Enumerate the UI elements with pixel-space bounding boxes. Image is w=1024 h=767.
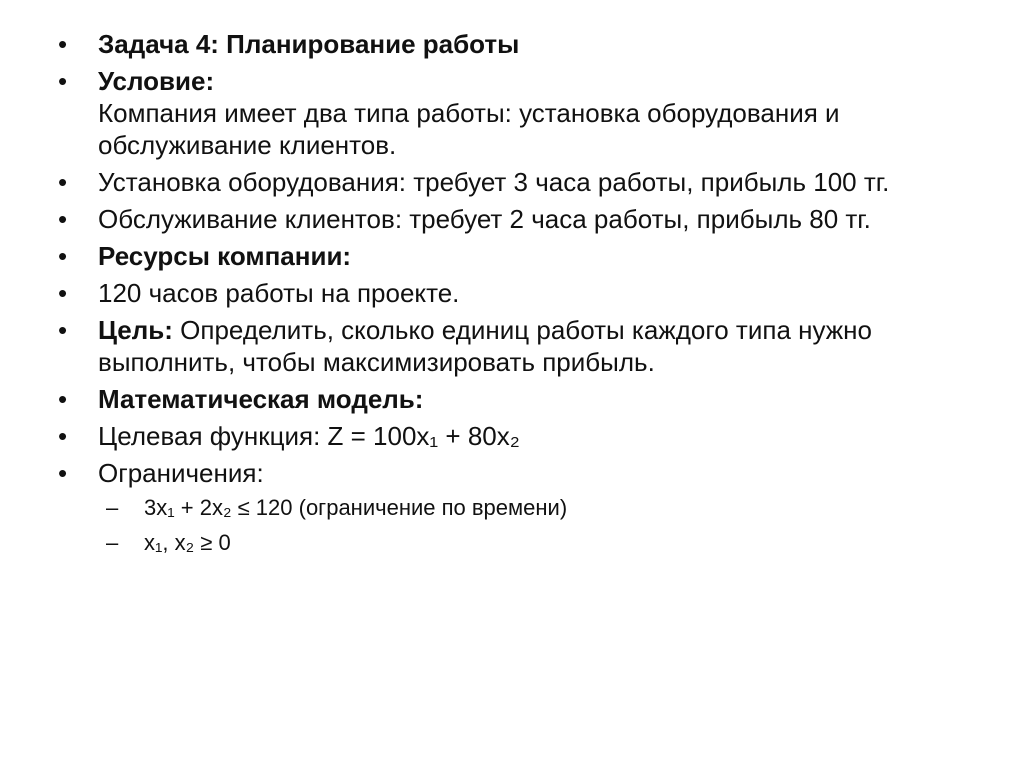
bullet-marker: • xyxy=(58,241,68,271)
bullet-marker: • xyxy=(58,167,68,197)
bullet-marker: • xyxy=(58,421,68,451)
constraint-time xyxy=(58,494,988,522)
constraint-nonneg xyxy=(58,529,988,557)
bullet-marker: • xyxy=(58,315,68,345)
bullet-hours xyxy=(58,277,988,309)
bullet-goal xyxy=(58,314,988,378)
bullet-marker: • xyxy=(58,204,68,234)
sub-bullet-marker: – xyxy=(106,495,119,520)
condition-heading: Условие: xyxy=(98,66,215,96)
bullet-installation xyxy=(58,166,988,198)
hours-text: 120 часов работы на проекте. xyxy=(98,278,460,308)
installation-text: Установка оборудования: требует 3 часа работы, прибыль 100 тг. xyxy=(98,167,890,197)
task-title: Задача 4: Планирование работы xyxy=(98,29,520,59)
model-heading: Математическая модель: xyxy=(98,384,424,414)
slide-content xyxy=(58,28,988,564)
goal-text: Определить, сколько единиц работы каждого типа нужно выполнить, чтобы максимизировать прибыль. xyxy=(98,315,872,377)
bullet-marker: • xyxy=(58,458,68,488)
bullet-objective xyxy=(58,420,988,452)
sub-bullet-marker: – xyxy=(106,530,119,555)
objective-function: Целевая функция: Z = 100x₁ + 80x₂ xyxy=(98,421,520,451)
bullet-constraints xyxy=(58,457,988,489)
bullet-title xyxy=(58,28,988,60)
bullet-model xyxy=(58,383,988,415)
service-text: Обслуживание клиентов: требует 2 часа работы, прибыль 80 тг. xyxy=(98,204,871,234)
constraint-nonneg-text: x₁, x₂ ≥ 0 xyxy=(144,530,231,555)
constraints-heading: Ограничения: xyxy=(98,458,264,488)
bullet-condition xyxy=(58,65,988,161)
constraint-time-text: 3x₁ + 2x₂ ≤ 120 (ограничение по времени) xyxy=(144,495,568,520)
condition-text: Компания имеет два типа работы: установка оборудования и обслуживание клиентов. xyxy=(98,98,840,160)
bullet-resources xyxy=(58,240,988,272)
bullet-marker: • xyxy=(58,384,68,414)
bullet-marker: • xyxy=(58,278,68,308)
resources-heading: Ресурсы компании: xyxy=(98,241,352,271)
goal-heading: Цель: xyxy=(98,315,173,345)
bullet-marker: • xyxy=(58,66,68,96)
bullet-marker: • xyxy=(58,29,68,59)
bullet-service xyxy=(58,203,988,235)
